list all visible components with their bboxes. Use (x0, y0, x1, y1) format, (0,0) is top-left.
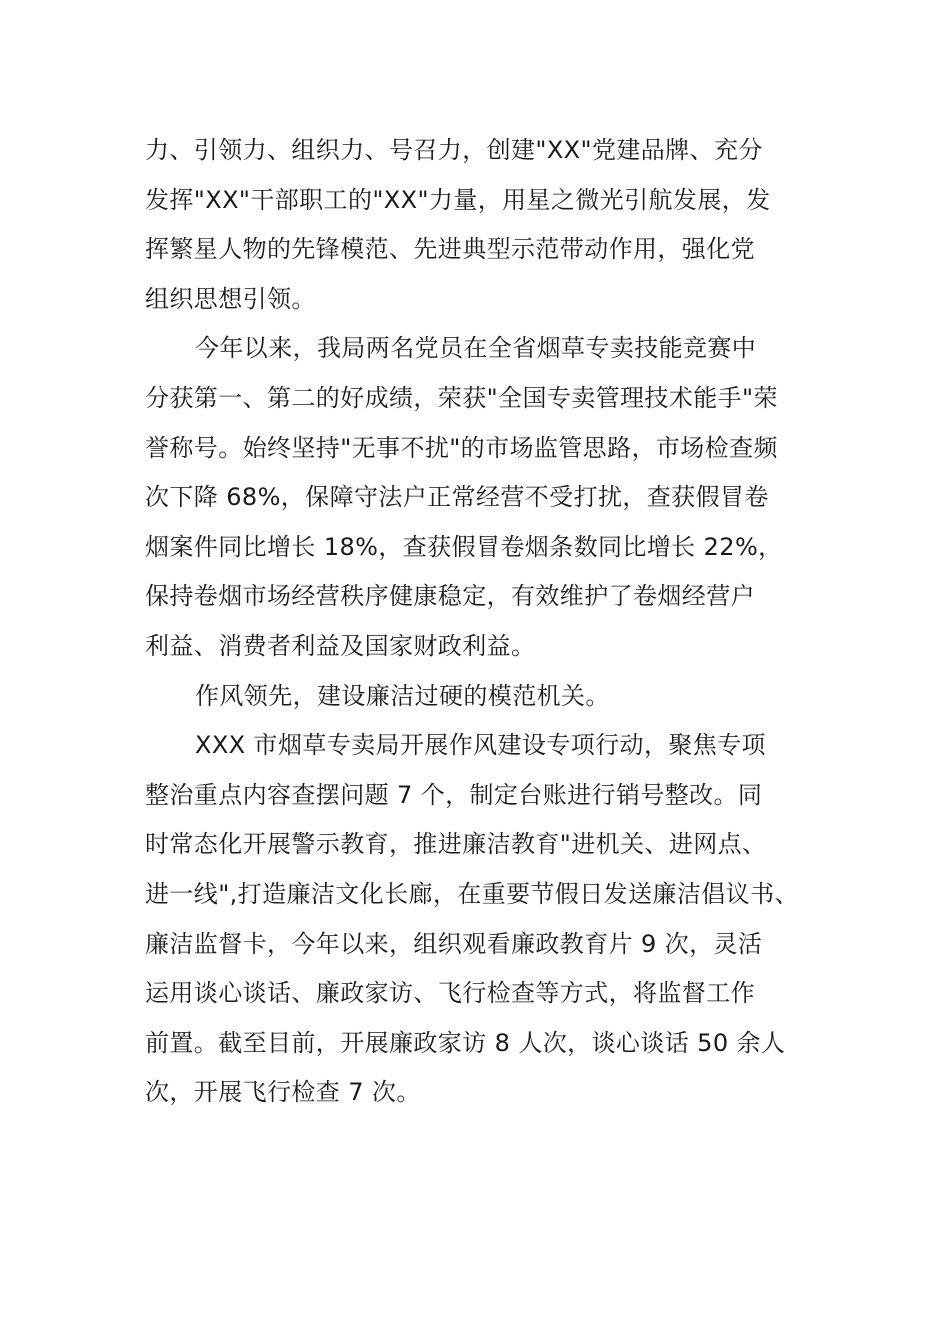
text-line: 发挥"XX"干部职工的"XX"力量，用星之微光引航发展，发 (145, 185, 771, 214)
text-line: 前置。截至目前，开展廉政家访 8 人次，谈心谈话 50 余人 (145, 1028, 786, 1057)
paragraph-first-line: 今年以来，我局两名党员在全省烟草专卖技能竞赛中 (195, 334, 757, 363)
text-line: 时常态化开展警示教育，推进廉洁教育"进机关、进网点、 (145, 830, 767, 859)
text-line: 廉洁监督卡，今年以来，组织观看廉政教育片 9 次，灵活 (145, 929, 763, 958)
text-line: 力、引领力、组织力、号召力，创建"XX"党建品牌、充分 (145, 136, 763, 164)
text-line: 保持卷烟市场经营秩序健康稳定，有效维护了卷烟经营户 (145, 582, 755, 611)
text-line: 进一线",打造廉洁文化长廊，在重要节假日发送廉洁倡议书、 (145, 879, 799, 908)
section-heading: 作风领先，建设廉洁过硬的模范机关。 (195, 681, 610, 710)
text-line: 整治重点内容查摆问题 7 个，制定台账进行销号整改。同 (145, 780, 763, 809)
text-line: 组织思想引领。 (145, 284, 316, 313)
text-line: 誉称号。始终坚持"无事不扰"的市场监管思路，市场检查频 (145, 433, 778, 462)
text-line: 挥繁星人物的先锋模范、先进典型示范带动作用，强化党 (145, 235, 755, 264)
text-line: 次下降 68%，保障守法户正常经营不受打扰，查获假冒卷 (145, 483, 769, 512)
paragraph-first-line: XXX 市烟草专卖局开展作风建设专项行动，聚焦专项 (195, 731, 766, 760)
text-line: 利益、消费者利益及国家财政利益。 (145, 631, 536, 660)
text-line: 运用谈心谈话、廉政家访、飞行检查等方式，将监督工作 (145, 979, 755, 1008)
body-text (145, 126, 817, 1118)
text-line: 分获第一、第二的好成绩，荣获"全国专卖管理技术能手"荣 (145, 383, 778, 412)
text-line: 次，开展飞行检查 7 次。 (145, 1078, 421, 1107)
text-line: 烟案件同比增长 18%，查获假冒卷烟条数同比增长 22%， (145, 532, 783, 561)
